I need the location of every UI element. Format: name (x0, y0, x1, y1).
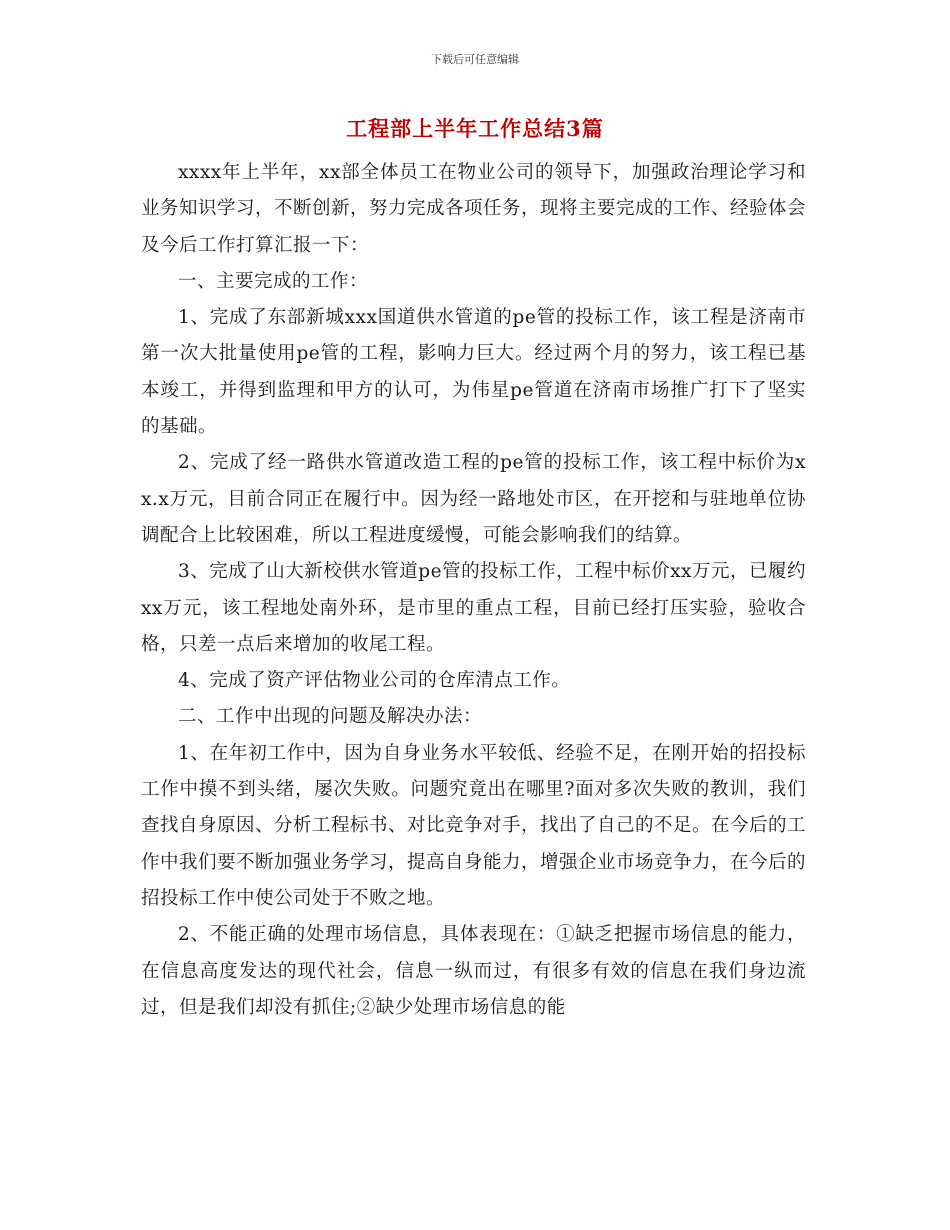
section-heading-problems: 二、工作中出现的问题及解决办法： (178, 706, 483, 728)
section-heading-main-work: 一、主要完成的工作： (178, 270, 369, 292)
paragraph-intro: xxxx年上半年，xx部全体员工在物业公司的领导下，加强政治理论学习和业务知识学习，不断创新，努力完成各项任务，现将主要完成的工作、经验体会及今后工作打算汇报一下： (141, 162, 807, 256)
document-title: 工程部上半年工作总结3篇 (346, 116, 604, 141)
document-body (141, 155, 806, 1026)
paragraph-problem-1: 1、在年初工作中，因为自身业务水平较低、经验不足，在刚开始的招投标工作中摸不到头绪，屡次失败。问题究竟出在哪里?面对多次失败的教训，我们查找自身原因、分析工程标书、对比竞争对手，找出了自己的不足。在今后的工作中我们要不断加强业务学习，提高自身能力，增强企业市场竞争力，在今后的招投标工作中使公司处于不败之地。 (141, 742, 807, 909)
paragraph-problem-2: 2、不能正确的处理市场信息，具体表现在：①缺乏把握市场信息的能力，在信息高度发达的现代社会，信息一纵而过，有很多有效的信息在我们身边流过，但是我们却没有抓住;②缺少处理市场信息的能 (141, 924, 806, 1018)
paragraph-work-item-2: 2、完成了经一路供水管道改造工程的pe管的投标工作，该工程中标价为xx.x万元，目前合同正在履行中。因为经一路地处市区，在开挖和与驻地单位协调配合上比较困难，所以工程进度缓慢，可能会影响我们的结算。 (141, 452, 806, 546)
page-header-note: 下载后可任意编辑 (431, 53, 519, 66)
paragraph-work-item-4: 4、完成了资产评估物业公司的仓库清点工作。 (178, 670, 571, 692)
paragraph-work-item-3: 3、完成了山大新校供水管道pe管的投标工作，工程中标价xx万元，已履约xx万元，该工程地处南外环，是市里的重点工程，目前已经打压实验，验收合格，只差一点后来增加的收尾工程。 (141, 561, 806, 655)
paragraph-work-item-1: 1、完成了东部新城xxx国道供水管道的pe管的投标工作，该工程是济南市第一次大批量使用pe管的工程，影响力巨大。经过两个月的努力，该工程已基本竣工，并得到监理和甲方的认可，为伟星pe管道在济南市场推广打下了坚实的基础。 (141, 307, 806, 438)
